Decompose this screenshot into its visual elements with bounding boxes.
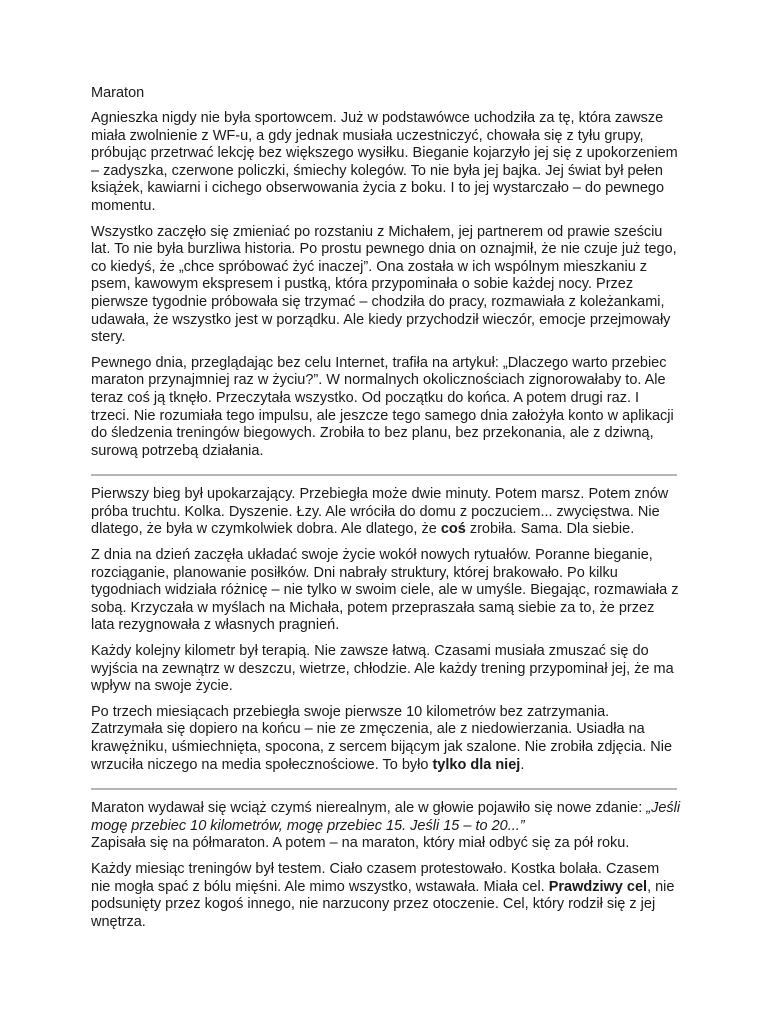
paragraph-7-text-end: . [520,756,525,773]
paragraph-1: Agnieszka nigdy nie była sportowcem. Już w podstawówce uchodziła za tę, która zawsze miała zwolnienie z WF-u, a gdy jednak musiała uczestniczyć, chowała się z tyłu grupy, próbując przetrwać lekcję bez większego wysiłku. Bieganie kojarzyło jej się z upokorzeniem – zadyszka, czerwone policzki, śmiechy kolegów. To nie była jej bajka. Jej świat był pełen książek, kawiarni i cichego obserwowania życia z boku. I to jej wystarczało – do pewnego momentu. [91,110,678,214]
emphasis-bold: Prawdziwy cel [548,878,648,895]
paragraph-2: Wszystko zaczęło się zmieniać po rozstaniu z Michałem, jej partnerem od prawie sześciu lat. To nie była burzliwa historia. Po prostu pewnego dnia on oznajmił, że nie czuje już tego, co kiedyś, że „chce spróbować żyć inaczej”. Ona została w ich wspólnym mieszkaniu z psem, kawowym ekspresem i pustką, która przypominała o sobie każdej nocy. Przez pierwsze tygodnie próbowała się trzymać – chodziła do pracy, rozmawiała z koleżankami, udawała, że wszystko jest w porządku. Ale kiedy przychodził wieczór, emocje przejmowały stery. [91,223,677,346]
emphasis-italic: „Jeśli mogę przebiec 10 kilometrów, mogę przebiec 15. Jeśli 15 – to 20...” [91,800,681,834]
paragraph-4-text: Pierwszy bieg był upokarzający. Przebiegła może dwie minuty. Potem marsz. Potem znów próba truchtu. Kolka. Dyszenie. Łzy. Ale wróciła do domu z poczuciem... zwycięstwa. Nie dlatego, że była w czymkolwiek dobra. Ale dlatego, że [91,486,669,538]
paragraph-9-text: Każdy miesiąc treningów był testem. Ciało czasem protestowało. Kostka bolała. Czasem nie mogła spać z bólu mięśni. Ale mimo wszystko, wstawała. Miała cel. [91,860,660,895]
paragraph-4-text-end: zrobiła. Sama. Dla siebie. [465,521,635,538]
paragraph-8-text: Maraton wydawał się wciąż czymś nierealnym, ale w głowie pojawiło się nowe zdanie: [91,800,647,817]
paragraph-7 [91,704,681,774]
paragraph-8 [91,800,681,853]
paragraph-4 [91,486,681,539]
document-page [91,84,681,939]
section-divider [91,788,677,790]
section-divider [91,474,677,476]
paragraph-5: Z dnia na dzień zaczęła układać swoje życie wokół nowych rytuałów. Poranne bieganie, rozciąganie, planowanie posiłków. Dni nabrały struktury, której brakowało. Po kilku tygodniach widziała różnicę – nie tylko w swoim ciele, ale w umyśle. Biegając, rozmawiała z sobą. Krzyczała w myślach na Michała, potem przepraszała samą siebie za to, że przez lata rezygnowała z własnych pragnień. [91,547,679,634]
paragraph-7-text: Po trzech miesiącach przebiegła swoje pierwsze 10 kilometrów bez zatrzymania. Zatrzymała się dopiero na końcu – nie ze zmęczenia, ale z niedowierzania. Usiadła na krawężniku, uśmiechnięta, spocona, z sercem bijącym jak szalone. Nie zrobiła zdjęcia. Nie wrzuciła niczego na media społecznościowe. To było [91,703,673,773]
paragraph-6: Każdy kolejny kilometr był terapią. Nie zawsze łatwą. Czasami musiała zmuszać się do wyjścia na zewnątrz w deszczu, wietrze, chłodzie. Ale każdy trening przypominał jej, że ma wpływ na swoje życie. [91,643,674,695]
emphasis-bold: coś [440,521,466,538]
paragraph-8-line2: Zapisała się na półmaraton. A potem – na maraton, który miał odbyć się za pół roku. [91,835,630,852]
paragraph-9-text-end: , nie podsunięty przez kogoś innego, nie narzucony przez otoczenie. Cel, który rodził się z jej wnętrza. [91,878,675,930]
emphasis-bold: tylko dla niej [432,756,521,773]
paragraph-9 [91,861,681,931]
document-title: Maraton [91,85,145,101]
paragraph-3: Pewnego dnia, przeglądając bez celu Internet, trafiła na artykuł: „Dlaczego warto przebiec maraton przynajmniej raz w życiu?”. W normalnych okolicznościach zignorowałaby to. Ale teraz coś ją tknęło. Przeczytała wszystko. Od początku do końca. A potem drugi raz. I trzeci. Nie rozumiała tego impulsu, ale jeszcze tego samego dnia założyła konto w aplikacji do śledzenia treningów biegowych. Zrobiła to bez planu, bez przekonania, ale z dziwną, surową potrzebą działania. [91,354,674,459]
